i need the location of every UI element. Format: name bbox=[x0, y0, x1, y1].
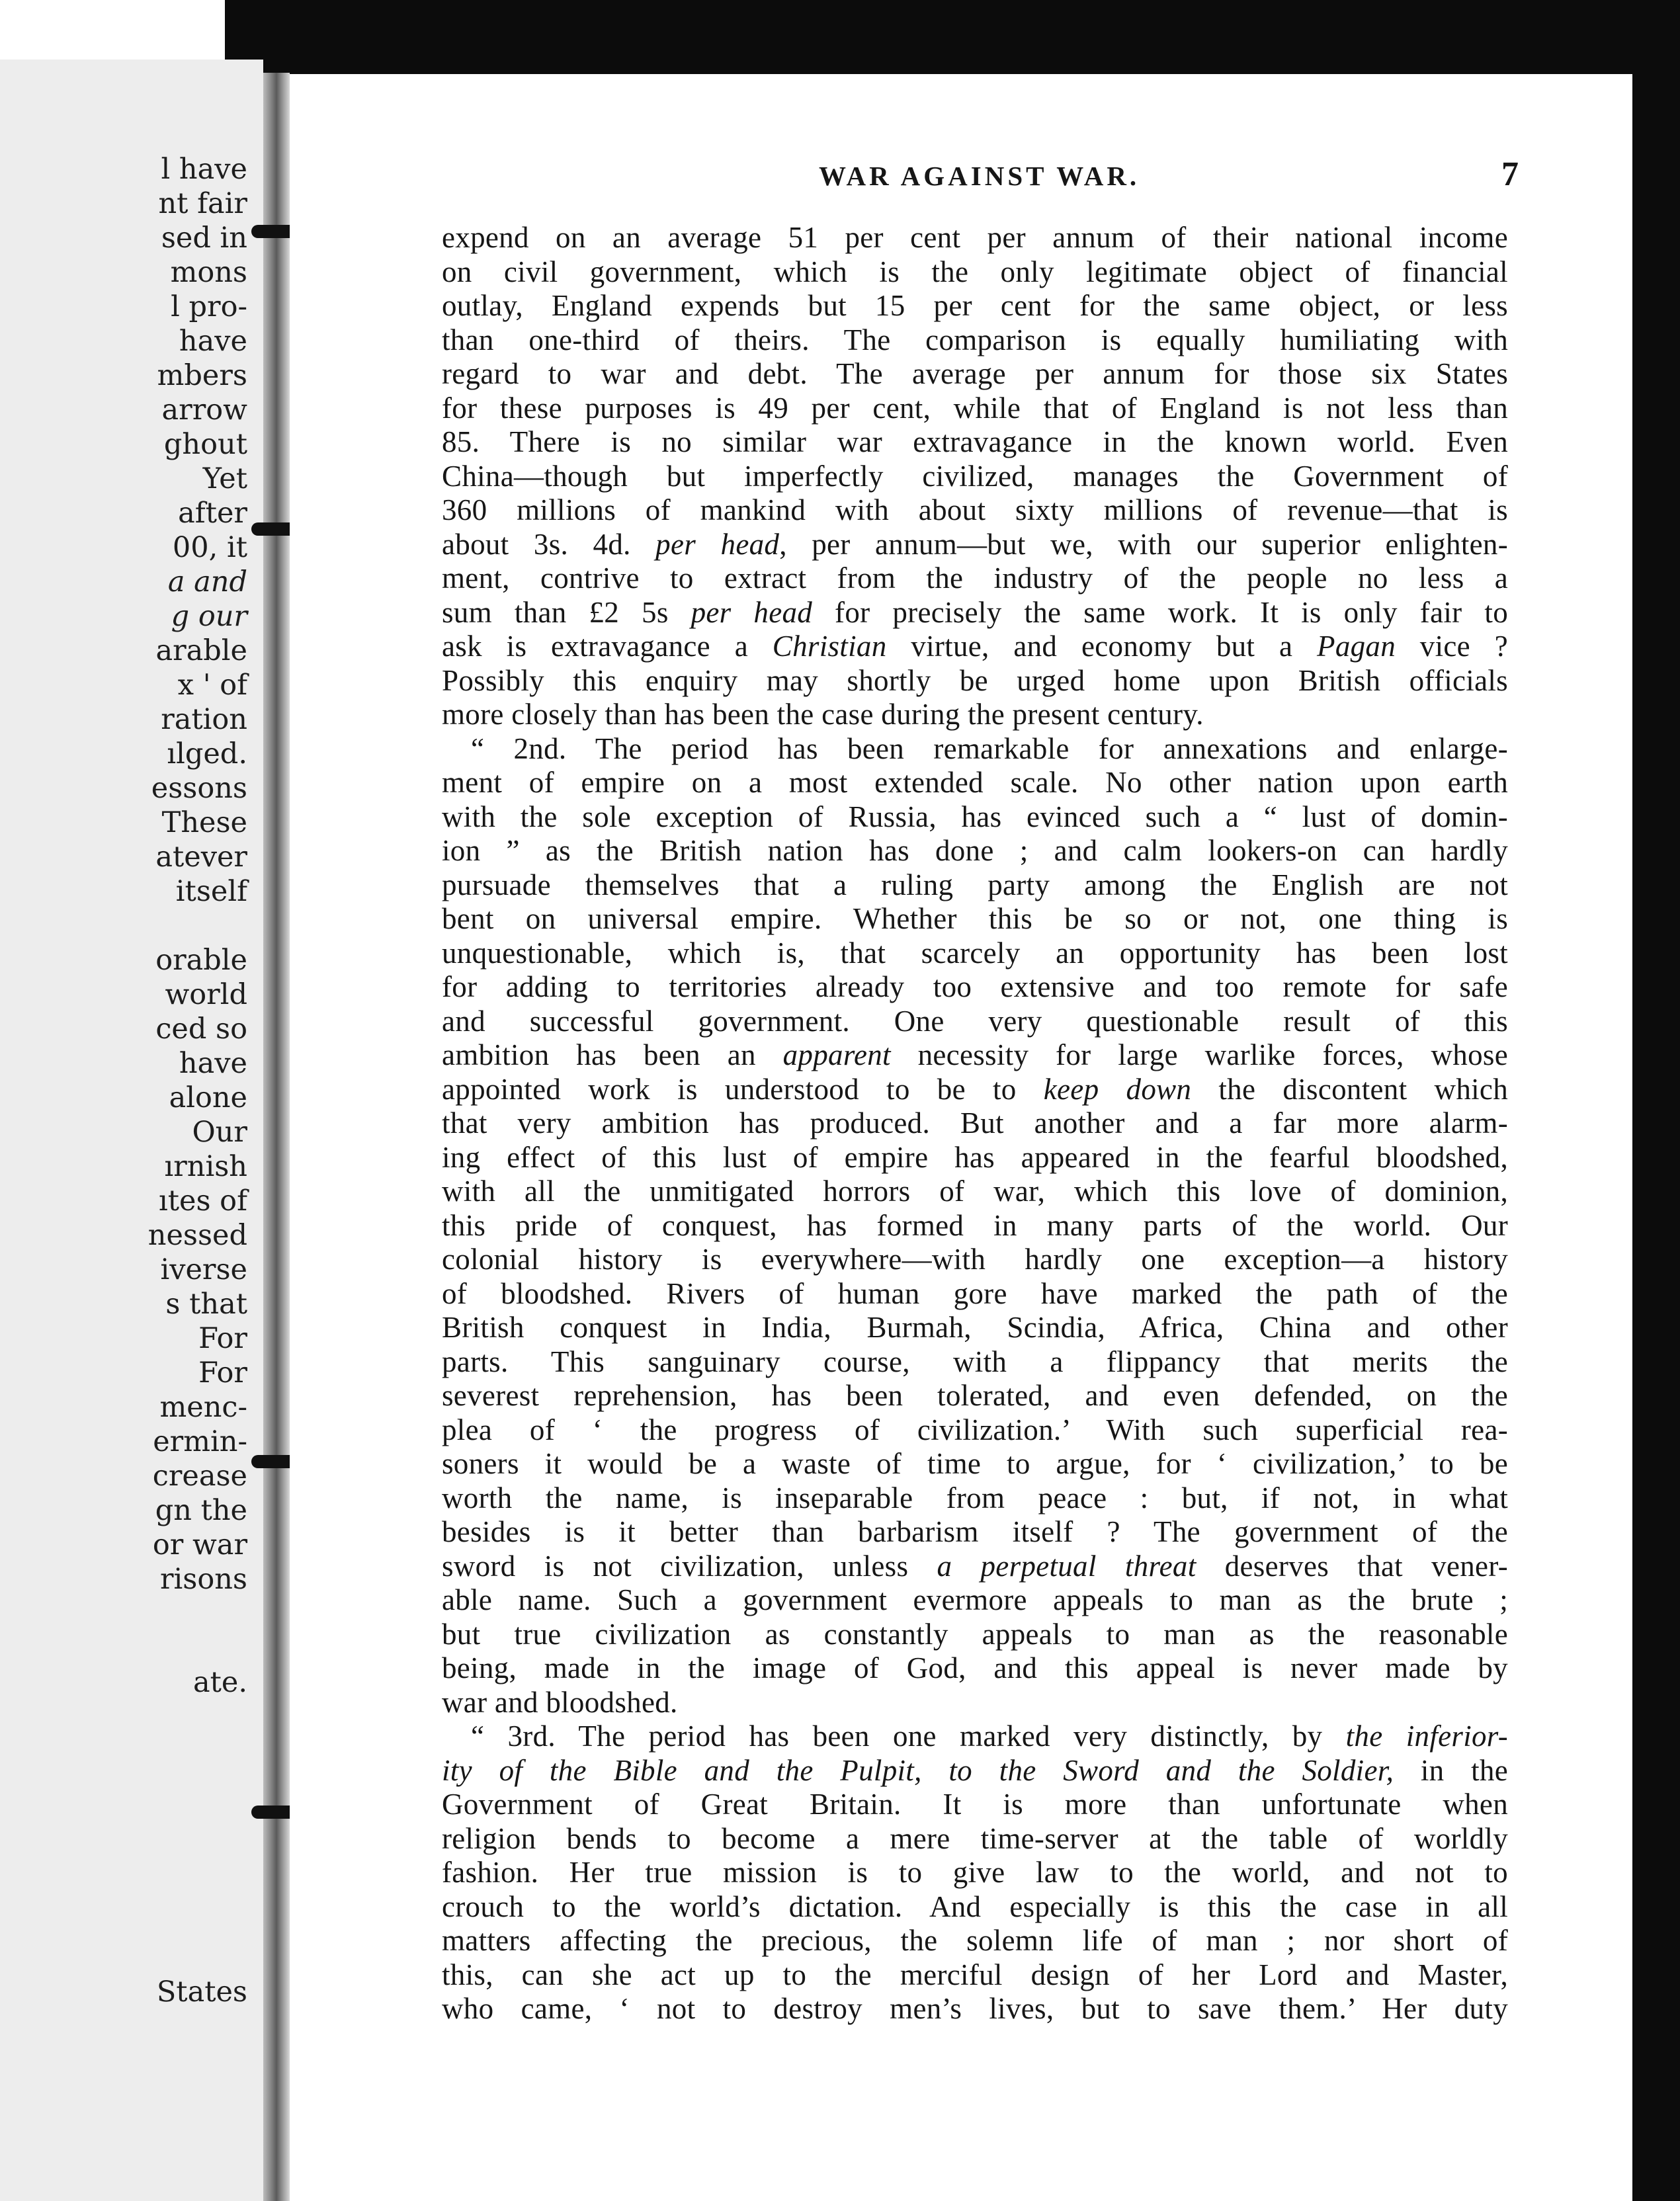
text-segment: regard to war and debt. The average per annum for those six States bbox=[442, 357, 1508, 390]
book-page bbox=[290, 74, 1632, 2201]
text-segment: necessity for large warlike forces, whose bbox=[890, 1038, 1508, 1071]
text-line bbox=[442, 1583, 1508, 1618]
text-line bbox=[442, 1958, 1508, 1993]
text-segment: sword is not civilization, unless bbox=[442, 1549, 937, 1583]
text-line bbox=[442, 493, 1508, 528]
text-segment: with all the unmitigated horrors of war, which this love of dominion, bbox=[442, 1175, 1508, 1208]
text-segment: war and bloodshed. bbox=[442, 1685, 678, 1719]
page-number: 7 bbox=[1501, 155, 1519, 193]
italic-text: apparent bbox=[782, 1038, 891, 1071]
previous-page-line: nessed bbox=[147, 1219, 247, 1252]
previous-page-line: nt fair bbox=[158, 187, 247, 220]
text-line bbox=[442, 1720, 1508, 1754]
text-line bbox=[442, 1822, 1508, 1856]
text-segment: for adding to territories already too extensive and too remote for safe bbox=[442, 970, 1508, 1003]
text-line bbox=[442, 596, 1508, 630]
text-line bbox=[442, 698, 1508, 732]
text-line bbox=[442, 425, 1508, 460]
text-segment: ment of empire on a most extended scale. No other nation upon earth bbox=[442, 766, 1508, 799]
text-segment: sum than £2 5s bbox=[442, 595, 691, 629]
text-segment: colonial history is everywhere—with hardly one exception—a history bbox=[442, 1243, 1508, 1276]
text-line bbox=[442, 1243, 1508, 1277]
previous-page-line: after bbox=[178, 497, 247, 530]
text-line bbox=[442, 1209, 1508, 1243]
italic-text: ity of the Bible and the Pulpit, to the Sword and the Soldier, bbox=[442, 1753, 1394, 1787]
text-line bbox=[442, 1141, 1508, 1175]
text-segment: who came, ‘ not to destroy men’s lives, but to save them.’ Her duty bbox=[442, 1992, 1508, 2025]
text-segment: “ 3rd. The period has been one marked very distinctly, by bbox=[471, 1720, 1346, 1753]
text-line bbox=[442, 289, 1508, 323]
previous-page-line: For bbox=[198, 1322, 247, 1355]
text-line bbox=[442, 1618, 1508, 1652]
previous-page-line: iverse bbox=[160, 1253, 247, 1286]
text-segment: religion bends to become a mere time-server at the table of worldly bbox=[442, 1821, 1508, 1855]
text-segment: ing effect of this lust of empire has appeared in the fearful bloodshed, bbox=[442, 1140, 1508, 1174]
text-line bbox=[442, 868, 1508, 903]
scan-margin bbox=[0, 0, 225, 53]
previous-page-line: atever bbox=[155, 841, 247, 874]
text-segment: matters affecting the precious, the solemn life of man ; nor short of bbox=[442, 1924, 1508, 1957]
previous-page-line: itself bbox=[175, 875, 247, 908]
text-line bbox=[442, 1038, 1508, 1073]
text-line bbox=[442, 1345, 1508, 1380]
previous-page-line: 00, it bbox=[172, 531, 247, 564]
previous-page-edge bbox=[0, 60, 263, 2201]
text-line bbox=[442, 1379, 1508, 1413]
text-segment: but true civilization as constantly appeals to man as the reasonable bbox=[442, 1617, 1508, 1651]
previous-page-line: ırnish bbox=[164, 1150, 247, 1183]
previous-page-line: ghout bbox=[163, 428, 247, 461]
text-segment: ask is extravagance a bbox=[442, 630, 773, 663]
text-line bbox=[442, 1515, 1508, 1550]
text-line bbox=[442, 1175, 1508, 1209]
text-segment: bent on universal empire. Whether this be so or not, one thing is bbox=[442, 902, 1508, 935]
text-segment: for precisely the same work. It is only fair to bbox=[812, 595, 1508, 629]
text-line bbox=[442, 1106, 1508, 1141]
text-segment: the discontent which bbox=[1191, 1072, 1508, 1106]
text-segment: that very ambition has produced. But another and a far more alarm- bbox=[442, 1106, 1508, 1140]
text-line bbox=[442, 1890, 1508, 1925]
page-header bbox=[290, 155, 1632, 200]
previous-page-line: sed in bbox=[161, 222, 247, 255]
text-line bbox=[442, 1550, 1508, 1584]
text-segment: Possibly this enquiry may shortly be urged home upon British officials bbox=[442, 663, 1508, 697]
previous-page-line: or war bbox=[152, 1528, 247, 1561]
text-line bbox=[442, 664, 1508, 698]
text-line bbox=[442, 1073, 1508, 1107]
previous-page-line: ıtes of bbox=[158, 1184, 247, 1218]
previous-page-line: menc- bbox=[159, 1391, 247, 1424]
text-segment: besides is it better than barbarism itself ? The government of the bbox=[442, 1515, 1508, 1548]
text-segment: being, made in the image of God, and this appeal is never made by bbox=[442, 1651, 1508, 1684]
text-line bbox=[442, 323, 1508, 358]
italic-text: the inferior- bbox=[1345, 1720, 1508, 1753]
previous-page-line: have bbox=[179, 325, 247, 358]
text-segment: about 3s. 4d. bbox=[442, 527, 656, 561]
text-segment: more closely than has been the case during the present century. bbox=[442, 698, 1204, 731]
text-line bbox=[442, 357, 1508, 392]
text-line bbox=[442, 1686, 1508, 1720]
text-line bbox=[442, 392, 1508, 426]
italic-text: Pagan bbox=[1317, 630, 1396, 663]
previous-page-line: These bbox=[161, 806, 247, 839]
text-line bbox=[442, 1651, 1508, 1686]
text-line bbox=[442, 902, 1508, 936]
previous-page-line: have bbox=[179, 1047, 247, 1080]
text-segment: on civil government, which is the only legitimate object of financial bbox=[442, 255, 1508, 288]
text-line bbox=[442, 834, 1508, 868]
text-segment: China—though but imperfectly civilized, manages the Government of bbox=[442, 459, 1508, 493]
text-line bbox=[442, 255, 1508, 290]
previous-page-line: Our bbox=[192, 1116, 247, 1149]
text-line bbox=[442, 1005, 1508, 1039]
scanner-border-right bbox=[1632, 0, 1680, 2201]
text-line bbox=[442, 1992, 1508, 2026]
previous-page-line: alone bbox=[169, 1081, 247, 1114]
text-segment: fashion. Her true mission is to give law to the world, and not to bbox=[442, 1856, 1508, 1889]
text-line bbox=[442, 1447, 1508, 1481]
text-segment: 360 millions of mankind with about sixty millions of revenue—that is bbox=[442, 493, 1508, 526]
text-line bbox=[442, 766, 1508, 800]
text-segment: deserves that vener- bbox=[1196, 1549, 1508, 1583]
text-line bbox=[442, 1924, 1508, 1958]
previous-page-line: crease bbox=[152, 1460, 247, 1493]
text-segment: ment, contrive to extract from the industry of the people no less a bbox=[442, 561, 1508, 595]
text-segment: with the sole exception of Russia, has evinced such a “ lust of domin- bbox=[442, 800, 1508, 833]
previous-page-line: x ' of bbox=[177, 669, 247, 702]
text-segment: British conquest in India, Burmah, Scindia, Africa, China and other bbox=[442, 1311, 1508, 1344]
previous-page-line: ermin- bbox=[153, 1425, 247, 1458]
text-segment: and successful government. One very questionable result of this bbox=[442, 1004, 1508, 1038]
text-segment: unquestionable, which is, that scarcely an opportunity has been lost bbox=[442, 936, 1508, 970]
text-segment: this pride of conquest, has formed in many parts of the world. Our bbox=[442, 1208, 1508, 1242]
text-line bbox=[442, 1754, 1508, 1788]
text-segment: “ 2nd. The period has been remarkable for annexations and enlarge- bbox=[471, 731, 1508, 765]
text-segment: pursuade themselves that a ruling party among the English are not bbox=[442, 868, 1508, 901]
text-segment: ion ” as the British nation has done ; and calm lookers-on can hardly bbox=[442, 834, 1508, 867]
previous-page-line: orable bbox=[155, 944, 247, 977]
text-segment: soners it would be a waste of time to argue, for ‘ civilization,’ to be bbox=[442, 1447, 1508, 1480]
previous-page-line: ate. bbox=[192, 1666, 247, 1699]
text-segment: than one-third of theirs. The comparison is equally humiliating with bbox=[442, 323, 1508, 356]
text-line bbox=[442, 1311, 1508, 1345]
previous-page-line: mbers bbox=[157, 359, 247, 392]
previous-page-line: ced so bbox=[155, 1013, 247, 1046]
text-segment: ambition has been an bbox=[442, 1038, 783, 1071]
italic-text: keep down bbox=[1043, 1072, 1192, 1106]
text-segment: expend on an average 51 per cent per annum of their national income bbox=[442, 221, 1508, 254]
text-segment: for these purposes is 49 per cent, while that of England is not less than bbox=[442, 391, 1508, 425]
previous-page-line: mons bbox=[170, 256, 247, 289]
previous-page-line: ration bbox=[161, 703, 247, 736]
text-line bbox=[442, 460, 1508, 494]
previous-page-line: risons bbox=[159, 1563, 247, 1596]
text-segment: vice ? bbox=[1396, 630, 1508, 663]
scanner-border-top bbox=[225, 0, 1680, 74]
previous-page-line: world bbox=[165, 978, 247, 1011]
text-line bbox=[442, 221, 1508, 255]
text-segment: crouch to the world’s dictation. And especially is this the case in all bbox=[442, 1890, 1508, 1923]
previous-page-line: l have bbox=[161, 153, 247, 186]
italic-text: a perpetual threat bbox=[937, 1549, 1197, 1583]
italic-text: per head bbox=[655, 527, 780, 561]
previous-page-line: essons bbox=[151, 772, 247, 805]
text-line bbox=[442, 936, 1508, 971]
previous-page-line: arrow bbox=[161, 394, 247, 427]
text-segment: appointed work is understood to be to bbox=[442, 1072, 1044, 1106]
previous-page-line: s that bbox=[165, 1288, 247, 1321]
text-segment: outlay, England expends but 15 per cent for the same object, or less bbox=[442, 289, 1508, 322]
text-segment: Government of Great Britain. It is more than unfortunate when bbox=[442, 1788, 1508, 1821]
italic-text: per head bbox=[691, 595, 813, 629]
text-segment: severest reprehension, has been tolerated, and even defended, on the bbox=[442, 1379, 1508, 1412]
text-line bbox=[442, 1788, 1508, 1822]
text-line bbox=[442, 1277, 1508, 1311]
text-segment: in the bbox=[1394, 1753, 1508, 1787]
text-segment: worth the name, is inseparable from peace : but, if not, in what bbox=[442, 1481, 1508, 1515]
book-gutter bbox=[263, 73, 290, 2201]
text-line bbox=[442, 630, 1508, 664]
text-segment: of bloodshed. Rivers of human gore have marked the path of the bbox=[442, 1276, 1508, 1310]
text-segment: able name. Such a government evermore appeals to man as the brute ; bbox=[442, 1583, 1508, 1616]
text-segment: plea of ‘ the progress of civilization.’ With such superficial rea- bbox=[442, 1413, 1508, 1446]
text-line bbox=[442, 732, 1508, 767]
running-title: WAR AGAINST WAR. bbox=[819, 161, 1140, 191]
text-line bbox=[442, 800, 1508, 835]
text-segment: virtue, and economy but a bbox=[886, 630, 1318, 663]
previous-page-line: arable bbox=[155, 634, 247, 667]
previous-page-line: For bbox=[198, 1356, 247, 1390]
text-line bbox=[442, 1413, 1508, 1448]
previous-page-line: gn the bbox=[155, 1494, 247, 1527]
body-text bbox=[442, 221, 1508, 2026]
previous-page-line: l pro- bbox=[171, 290, 247, 323]
previous-page-line: States bbox=[156, 1975, 247, 2009]
text-line bbox=[442, 528, 1508, 562]
previous-page-line: a and bbox=[167, 565, 247, 599]
italic-text: Christian bbox=[772, 630, 887, 663]
text-line bbox=[442, 970, 1508, 1005]
text-line bbox=[442, 561, 1508, 596]
text-segment: parts. This sanguinary course, with a flippancy that merits the bbox=[442, 1345, 1508, 1378]
text-line bbox=[442, 1481, 1508, 1516]
previous-page-line: g our bbox=[171, 600, 247, 633]
text-segment: 85. There is no similar war extravagance in the known world. Even bbox=[442, 425, 1508, 458]
text-segment: this, can she act up to the merciful design of her Lord and Master, bbox=[442, 1958, 1508, 1991]
text-line bbox=[442, 1856, 1508, 1890]
previous-page-line: ılged. bbox=[167, 737, 247, 770]
previous-page-line: Yet bbox=[202, 462, 247, 495]
text-segment: , per annum—but we, with our superior enlighten- bbox=[779, 527, 1508, 561]
